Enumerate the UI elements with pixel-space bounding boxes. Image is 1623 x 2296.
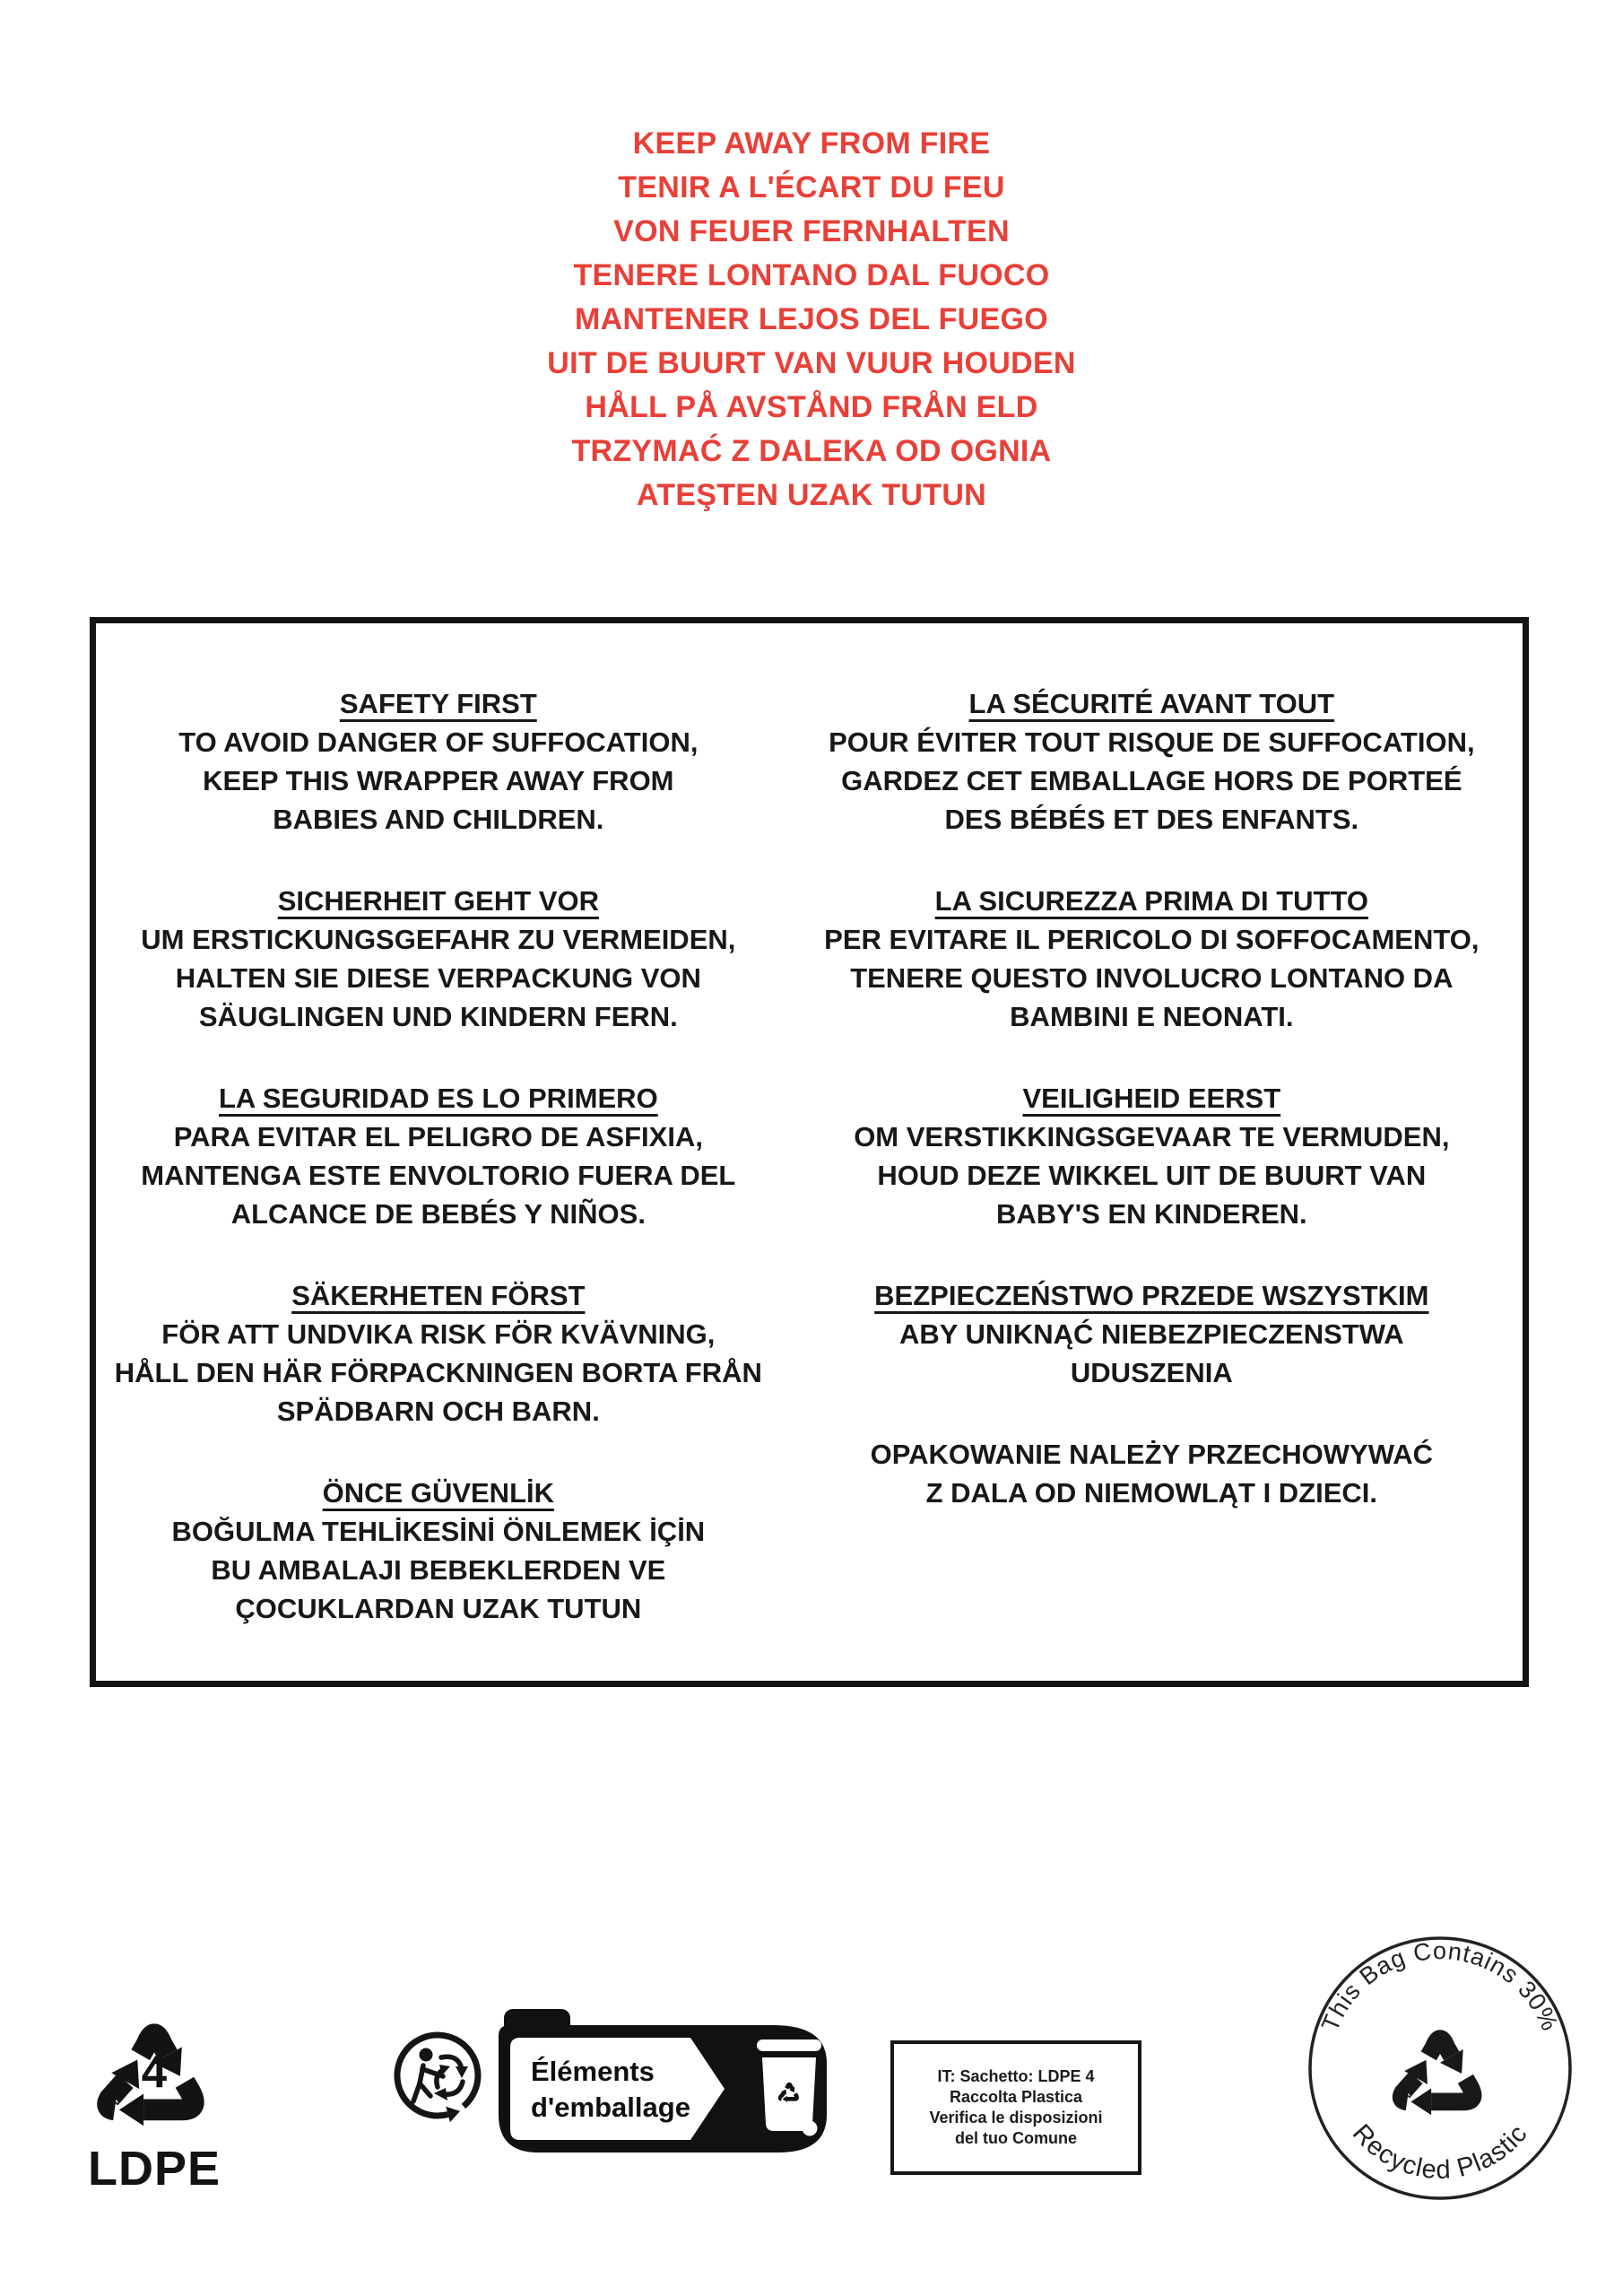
fire-warning-line: TENERE LONTANO DAL FUOCO bbox=[573, 258, 1050, 292]
warning-paragraph-sv bbox=[96, 1276, 781, 1431]
fire-warning-line: TRZYMAĆ Z DALEKA OD OGNIA bbox=[571, 434, 1052, 468]
warning-paragraph-nl bbox=[781, 1079, 1523, 1233]
infotri-arrow-plate bbox=[510, 2038, 725, 2140]
warning-heading: BEZPIECZEŃSTWO PRZEDE WSZYSTKIM bbox=[874, 1280, 1429, 1311]
warning-heading: LA SICUREZZA PRIMA DI TUTTO bbox=[934, 885, 1368, 917]
it-box-line: IT: Sachetto: LDPE 4 bbox=[937, 2067, 1095, 2085]
warning-line: BABY'S EN KINDEREN. bbox=[995, 1198, 1307, 1230]
infotri-text-line2: d'emballage bbox=[531, 2092, 690, 2123]
it-box-line: Verifica le disposizioni bbox=[929, 2109, 1103, 2126]
warning-line: HOUD DEZE WIKKEL UIT DE BUURT VAN bbox=[877, 1160, 1427, 1191]
it-box-line: Raccolta Plastica bbox=[949, 2088, 1083, 2106]
warning-paragraph-it bbox=[781, 882, 1523, 1036]
warning-heading: ÖNCE GÜVENLİK bbox=[322, 1477, 555, 1509]
warning-line: BAMBINI E NEONATI. bbox=[1010, 1001, 1294, 1032]
warning-line: TENERE QUESTO INVOLUCRO LONTANO DA bbox=[850, 962, 1454, 994]
warning-column-right bbox=[781, 684, 1523, 1555]
infotri-packaging-sorting-sign bbox=[499, 2009, 827, 2154]
warning-line: TO AVOID DANGER OF SUFFOCATION, bbox=[178, 726, 699, 758]
warning-paragraph-pl-2 bbox=[781, 1435, 1523, 1512]
infotri-text-line1: Éléments bbox=[531, 2056, 655, 2087]
fire-warning-line: TENIR A L'ÉCART DU FEU bbox=[618, 170, 1005, 204]
italian-disposal-info-box bbox=[890, 2040, 1141, 2175]
warning-line: BOĞULMA TEHLİKESİNİ ÖNLEMEK İÇİN bbox=[171, 1516, 706, 1547]
warning-heading: VEILIGHEID EERST bbox=[1022, 1083, 1281, 1114]
fire-warning-line: ATEŞTEN UZAK TUTUN bbox=[636, 478, 987, 512]
warning-heading: SICHERHEIT GEHT VOR bbox=[277, 885, 599, 917]
fire-warning-line: VON FEUER FERNHALTEN bbox=[613, 214, 1010, 248]
recycling-mobius-loop-icon bbox=[63, 1970, 246, 2137]
warning-line: OM VERSTIKKINGSGEVAAR TE VERMUDEN, bbox=[854, 1121, 1450, 1152]
warning-line: GARDEZ CET EMBALLAGE HORS DE PORTEÉ bbox=[841, 765, 1462, 796]
warning-line: HALTEN SIE DIESE VERPACKUNG VON bbox=[175, 962, 701, 994]
warning-line: BABIES AND CHILDREN. bbox=[273, 804, 604, 835]
suffocation-warning-box bbox=[90, 617, 1529, 1687]
resin-code-number: 4 bbox=[141, 2045, 168, 2097]
warning-paragraph-pl bbox=[781, 1276, 1523, 1392]
warning-line: PARA EVITAR EL PELIGRO DE ASFIXIA, bbox=[173, 1121, 703, 1152]
warning-line: ALCANCE DE BEBÉS Y NIÑOS. bbox=[230, 1198, 646, 1230]
warning-line: MANTENGA ESTE ENVOLTORIO FUERA DEL bbox=[141, 1160, 736, 1191]
warning-line: ABY UNIKNĄĆ NIEBEZPIECZENSTWA bbox=[899, 1318, 1404, 1350]
warning-line: FÖR ATT UNDVIKA RISK FÖR KVÄVNING, bbox=[161, 1318, 716, 1350]
warning-line: DES BÉBÉS ET DES ENFANTS. bbox=[944, 804, 1359, 835]
warning-line: POUR ÉVITER TOUT RISQUE DE SUFFOCATION, bbox=[829, 726, 1475, 758]
warning-paragraph-en bbox=[96, 684, 781, 839]
warning-line: KEEP THIS WRAPPER AWAY FROM bbox=[203, 765, 674, 796]
fire-warning-line: MANTENER LEJOS DEL FUEGO bbox=[575, 302, 1048, 336]
warning-line: Z DALA OD NIEMOWLĄT I DZIECI. bbox=[925, 1477, 1378, 1509]
triman-icon bbox=[393, 2031, 488, 2126]
warning-line: UDUSZENIA bbox=[1070, 1357, 1233, 1388]
ldpe-label: LDPE bbox=[87, 2142, 221, 2196]
warning-heading: SAFETY FIRST bbox=[339, 688, 537, 719]
warning-line: SÄUGLINGEN UND KINDERN FERN. bbox=[198, 1001, 678, 1032]
warning-line: HÅLL DEN HÄR FÖRPACKNINGEN BORTA FRÅN bbox=[114, 1357, 762, 1388]
warning-paragraph-tr bbox=[96, 1474, 781, 1628]
warning-column-left bbox=[96, 684, 781, 1671]
fire-warning-line: UIT DE BUURT VAN VUUR HOUDEN bbox=[547, 346, 1076, 380]
warning-line: BU AMBALAJI BEBEKLERDEN VE bbox=[211, 1554, 666, 1586]
recycling-mobius-loop-icon bbox=[1402, 2039, 1473, 2115]
warning-line: PER EVITARE IL PERICOLO DI SOFFOCAMENTO, bbox=[824, 924, 1480, 955]
ldpe-recycling-mark bbox=[63, 1970, 246, 2196]
warning-paragraph-fr bbox=[781, 684, 1523, 839]
warning-heading: LA SEGURIDAD ES LO PRIMERO bbox=[218, 1083, 658, 1114]
warning-line: ÇOCUKLARDAN UZAK TUTUN bbox=[235, 1593, 642, 1624]
it-box-line: del tuo Comune bbox=[955, 2129, 1077, 2147]
warning-line: UM ERSTICKUNGSGEFAHR ZU VERMEIDEN, bbox=[141, 924, 736, 955]
stamp-bottom-text: Recycled Plastic bbox=[1346, 2118, 1534, 2185]
warning-line: OPAKOWANIE NALEŻY PRZECHOWYWAĆ bbox=[870, 1439, 1434, 1470]
warning-heading: LA SÉCURITÉ AVANT TOUT bbox=[968, 688, 1335, 719]
fire-warning-line: HÅLL PÅ AVSTÅND FRÅN ELD bbox=[585, 390, 1038, 424]
recycled-content-stamp bbox=[1306, 1934, 1575, 2203]
stamp-top-text: This Bag Contains 30% bbox=[1316, 1937, 1564, 2036]
warning-line: SPÄDBARN OCH BARN. bbox=[276, 1396, 600, 1427]
fire-warning-block bbox=[0, 122, 1623, 517]
warning-paragraph-de bbox=[96, 882, 781, 1036]
warning-paragraph-es bbox=[96, 1079, 781, 1233]
fire-warning-line: KEEP AWAY FROM FIRE bbox=[632, 126, 991, 161]
warning-heading: SÄKERHETEN FÖRST bbox=[291, 1280, 586, 1311]
